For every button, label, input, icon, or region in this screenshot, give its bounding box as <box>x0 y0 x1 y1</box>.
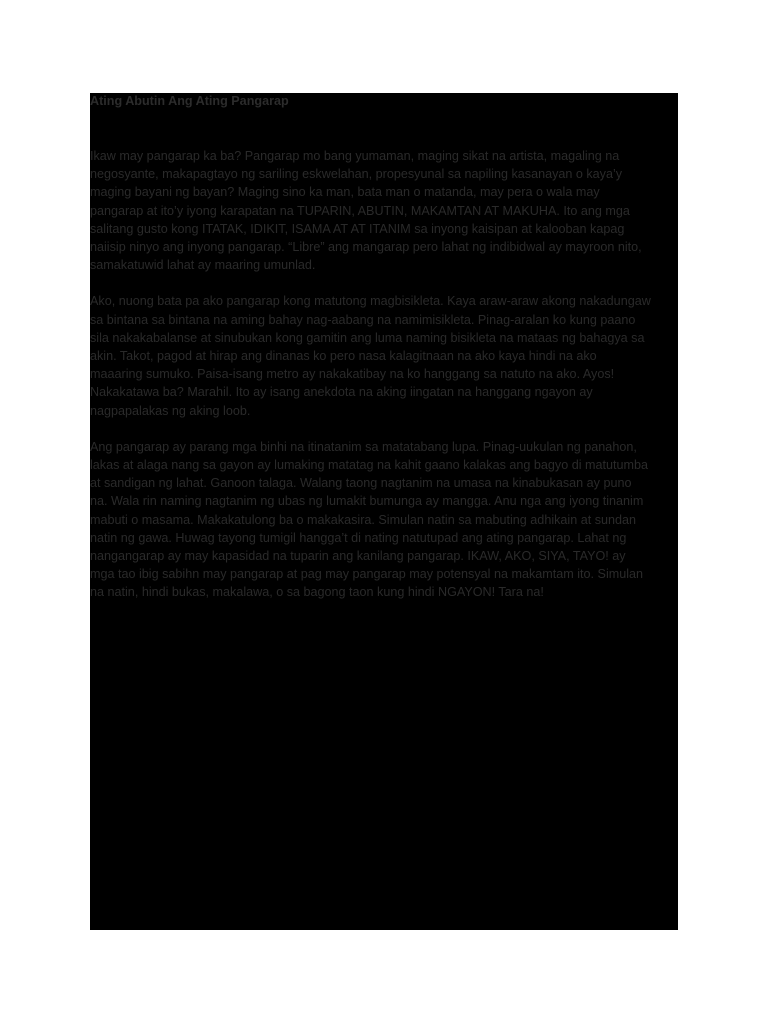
text-line: naiisip ninyo ang inyong pangarap. “Libre” ang mangarap pero lahat ng indibidwal ay mayroon nito, <box>90 240 642 255</box>
text-line: nagpapalakas ng aking loob. <box>90 403 251 418</box>
text-line: lakas at alaga nang sa gayon ay lumaking matatag na kahit gaano kalakas ang bagyo di matutumba <box>90 458 648 473</box>
text-line: sa bintana sa bintana na aming bahay nag-aabang na namimisikleta. Pinag-aralan ko kung paano <box>90 312 636 327</box>
text-line: Ang pangarap ay parang mga binhi na itinatanim sa matatabang lupa. Pinag-uukulan ng panahon, <box>90 439 637 454</box>
text-line: maaaring sumuko. Paisa-isang metro ay nakakatibay na ko hanggang sa natuto na ako. Ayos! <box>90 367 615 382</box>
document-page <box>90 93 678 930</box>
text-line: nangangarap ay may kapasidad na tuparin ang kanilang pangarap. IKAW, AKO, SIYA, TAYO! ay <box>90 549 626 564</box>
text-line: negosyante, makapagtayo ng sariling eskwelahan, propesyunal sa napiling kasanayan o kaya’y <box>90 167 623 182</box>
text-line: na. Wala rin naming nagtanim ng ubas ng lumakit bumunga ay mangga. Anu nga ang iyong tinanim <box>90 494 644 509</box>
text-line: sila nakakabalanse at sinubukan kong gamitin ang luma naming bisikleta na mataas ng bahagya sa <box>90 330 645 345</box>
paragraph-3 <box>90 438 678 602</box>
text-line: Ako, nuong bata pa ako pangarap kong matutong magbisikleta. Kaya araw-araw akong nakadungaw <box>90 294 651 309</box>
text-line: na natin, hindi bukas, makalawa, o sa bagong taon kung hindi NGAYON! Tara na! <box>90 585 544 600</box>
text-line: Ikaw may pangarap ka ba? Pangarap mo bang yumaman, maging sikat na artista, magaling na <box>90 149 620 163</box>
text-line: akin. Takot, pagod at hirap ang dinanas ko pero nasa kalagitnaan na ako kaya hindi na ako <box>90 349 597 364</box>
paragraph-2 <box>90 292 678 419</box>
text-line: natin ng gawa. Huwag tayong tumigil hangga’t di nating natutupad ang ating pangarap. Lahat ng <box>90 530 627 545</box>
text-line: pangarap at ito’y iyong karapatan na TUPARIN, ABUTIN, MAKAMTAN AT MAKUHA. Ito ang mga <box>90 203 630 218</box>
text-line: maging bayani ng bayan? Maging sino ka man, bata man o matanda, may pera o wala may <box>90 185 600 200</box>
document-title: Ating Abutin Ang Ating Pangarap <box>90 94 289 108</box>
text-line: samakatuwid lahat ay maaring umunlad. <box>90 258 316 273</box>
text-line: salitang gusto kong ITATAK, IDIKIT, ISAMA AT AT ITANIM sa inyong kaisipan at kalooban kapag <box>90 221 625 236</box>
text-line: mabuti o masama. Makakatulong ba o makakasira. Simulan natin sa mabuting adhikain at sundan <box>90 512 637 527</box>
text-line: at sandigan ng lahat. Ganoon talaga. Walang taong nagtanim na umasa na kinabukasan ay puno <box>90 476 632 491</box>
text-line: Nakakatawa ba? Marahil. Ito ay isang anekdota na aking iingatan na hanggang ngayon ay <box>90 385 593 400</box>
text-line: mga tao ibig sabihn may pangarap at pag may pangarap may potensyal na makamtam ito. Simulan <box>90 567 644 582</box>
paragraph-1 <box>90 147 678 274</box>
document-content <box>90 93 678 602</box>
